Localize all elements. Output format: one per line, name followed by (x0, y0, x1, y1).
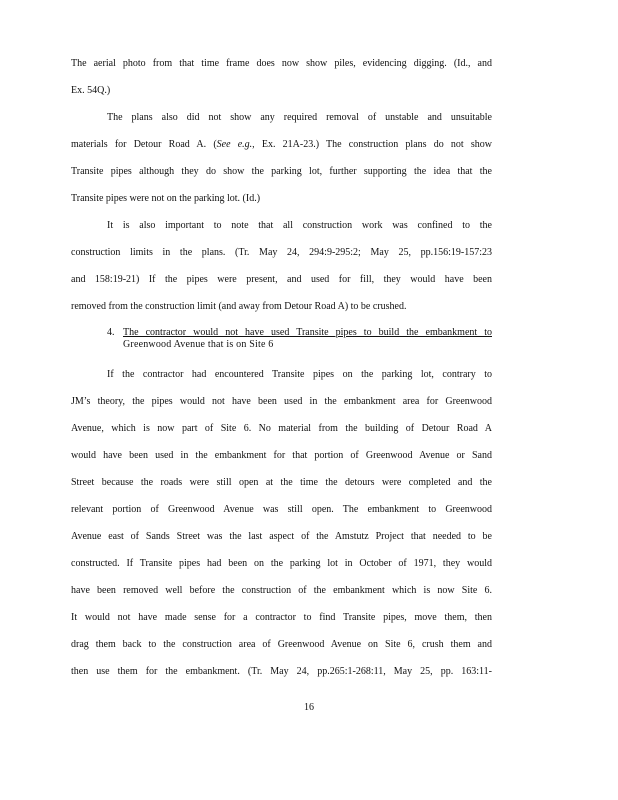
paragraph-line: removed from the construction limit (and away from Detour Road A) to be crushed. (71, 301, 407, 312)
paragraph-line: construction limits in the plans. (Tr. May 24, 294:9-295:2; May 25, pp.156:19-157:23 (71, 247, 492, 258)
line-segment: Ex. 21A-23.) The construction plans do not show (254, 139, 492, 150)
page-number: 16 (304, 702, 314, 713)
paragraph-line: It is also important to note that all construction work was confined to the (107, 220, 492, 231)
citation-signal: See e.g., (216, 139, 255, 150)
paragraph-line: The plans also did not show any required removal of unstable and unsuitable (107, 112, 492, 123)
paragraph-line: Transite pipes were not on the parking lot. (Id.) (71, 193, 261, 204)
paragraph-line: Transite pipes although they do show the parking lot, further supporting the idea that the (71, 166, 492, 177)
paragraph-line: and 158:19-21) If the pipes were present, and used for fill, they would have been (71, 274, 492, 285)
paragraph-line: Avenue east of Sands Street was the last aspect of the Amstutz Project that needed to be (71, 531, 492, 542)
paragraph-line: Street because the roads were still open at the time the detours were completed and the (71, 477, 492, 488)
paragraph-line: then use them for the embankment. (Tr. May 24, pp.265:1-268:11, May 25, pp. 163:11- (71, 666, 492, 677)
paragraph-line: If the contractor had encountered Transite pipes on the parking lot, contrary to (107, 369, 492, 380)
line-segment: materials for Detour Road A. ( (71, 139, 217, 150)
paragraph-line: constructed. If Transite pipes had been on the parking lot in October of 1971, they would (71, 558, 492, 569)
section-heading (107, 327, 492, 350)
paragraph-line: It would not have made sense for a contractor to find Transite pipes, move them, then (71, 612, 492, 623)
paragraph-line: have been removed well before the construction of the embankment which is now Site 6. (71, 585, 492, 596)
heading-line: Greenwood Avenue that is on Site 6 (123, 339, 274, 350)
paragraph-line: Ex. 54Q.) (71, 85, 111, 96)
heading-number: 4. (107, 327, 115, 338)
paragraph-line: relevant portion of Greenwood Avenue was still open. The embankment to Greenwood (71, 504, 492, 515)
paragraph-line: would have been used in the embankment for that portion of Greenwood Avenue or Sand (71, 450, 492, 461)
paragraph-line: The aerial photo from that time frame does now show piles, evidencing digging. (Id., and (71, 58, 492, 69)
paragraph-line (71, 139, 492, 151)
paragraph-line: Avenue, which is now part of Site 6. No material from the building of Detour Road A (71, 423, 492, 434)
paragraph-line: drag them back to the construction area of Greenwood Avenue on Site 6, crush them and (71, 639, 492, 650)
paragraph-line: JM’s theory, the pipes would not have been used in the embankment area for Greenwood (71, 396, 492, 407)
heading-line: The contractor would not have used Transite pipes to build the embankment to (123, 327, 492, 338)
